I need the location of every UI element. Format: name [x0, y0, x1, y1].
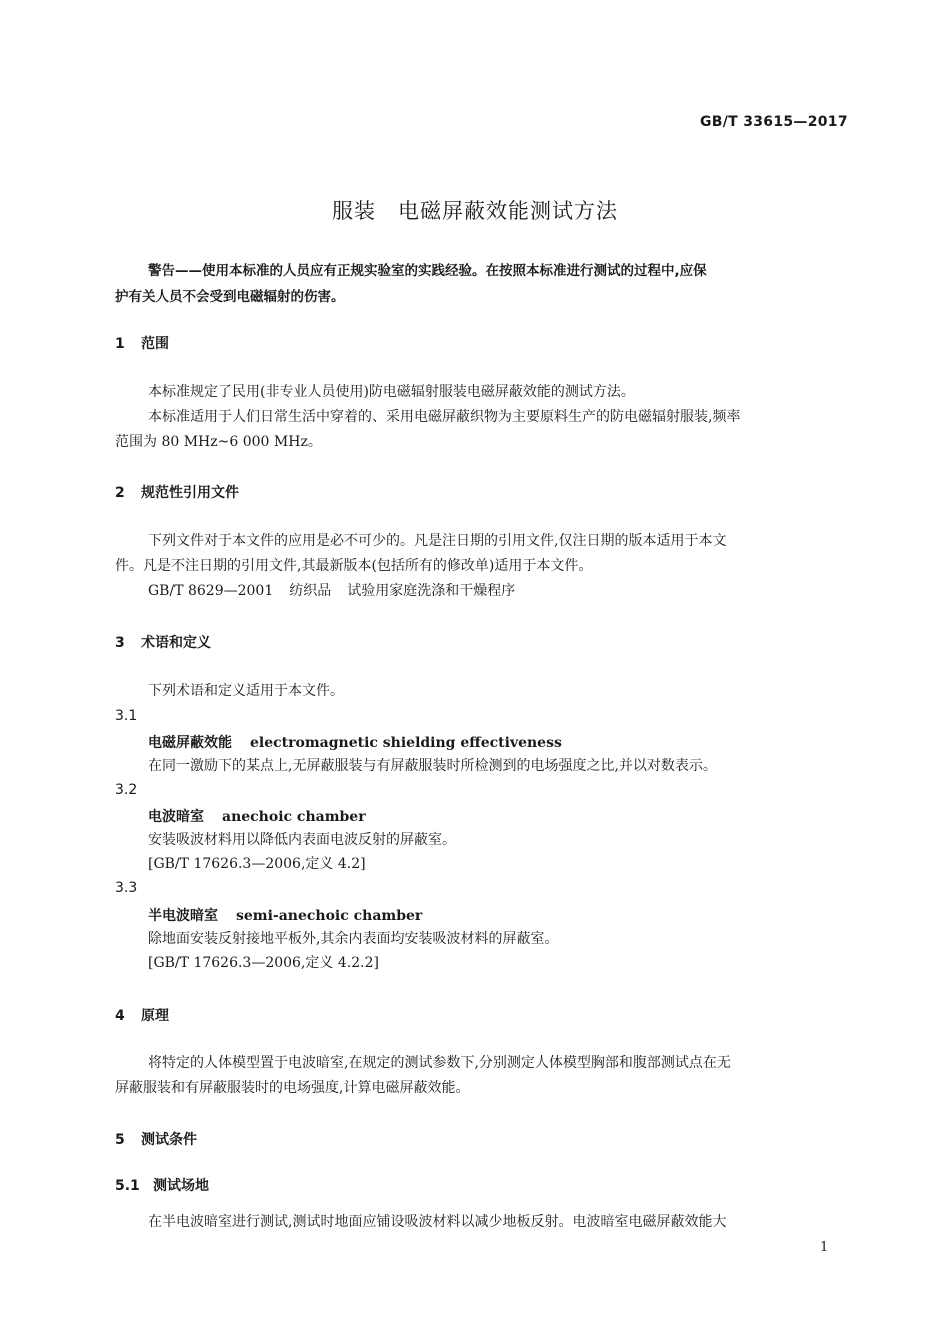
term-3-2-name	[148, 806, 366, 826]
reference-code: GB/T 8629—2001	[148, 583, 274, 599]
term-3-2-number: 3.2	[115, 782, 138, 798]
term-3-3-definition: 除地面安装反射接地平板外,其余内表面均安装吸波材料的屏蔽室。	[148, 931, 559, 947]
warning-line-2: 护有关人员不会受到电磁辐射的伤害。	[115, 289, 345, 305]
section-title: 范围	[141, 336, 169, 352]
term-3-3-number: 3.3	[115, 880, 138, 896]
reference-title-1: 纺织品	[289, 583, 332, 599]
term-cn: 半电波暗室	[148, 908, 218, 924]
s4-paragraph-line-2: 屏蔽服装和有屏蔽服装时的电场强度,计算电磁屏蔽效能。	[115, 1080, 470, 1096]
section-4-heading	[115, 1005, 169, 1025]
term-3-1-definition: 在同一激励下的某点上,无屏蔽服装与有屏蔽服装时所检测到的电场强度之比,并以对数表示。	[148, 758, 717, 774]
section-1-heading	[115, 333, 169, 353]
section-title: 原理	[141, 1008, 169, 1024]
section-title: 术语和定义	[141, 635, 211, 651]
s3-intro: 下列术语和定义适用于本文件。	[148, 683, 344, 699]
section-5-heading	[115, 1129, 197, 1149]
section-title: 测试条件	[141, 1132, 197, 1148]
section-number: 4	[115, 1008, 125, 1024]
term-3-2-definition: 安装吸波材料用以降低内表面电波反射的屏蔽室。	[148, 832, 456, 848]
section-3-heading	[115, 632, 211, 652]
standard-code: GB/T 33615—2017	[700, 114, 848, 130]
term-3-1-name	[148, 732, 562, 752]
s5-paragraph-line-1: 在半电波暗室进行测试,测试时地面应铺设吸波材料以减少地板反射。电波暗室电磁屏蔽效能大	[148, 1214, 727, 1230]
reference-title-2: 试验用家庭洗涤和干燥程序	[347, 583, 516, 599]
section-number: 2	[115, 485, 125, 501]
document-title	[0, 195, 950, 225]
title-part-2: 电磁屏蔽效能测试方法	[398, 199, 618, 223]
section-number: 1	[115, 336, 125, 352]
term-3-3-name	[148, 905, 422, 925]
term-3-1-number: 3.1	[115, 708, 138, 724]
term-cn: 电波暗室	[148, 809, 204, 825]
normative-reference	[148, 578, 515, 604]
subsection-title: 测试场地	[153, 1178, 209, 1194]
term-3-3-source: [GB/T 17626.3—2006,定义 4.2.2]	[148, 955, 379, 971]
s2-paragraph-line-1: 下列文件对于本文件的应用是必不可少的。凡是注日期的引用文件,仅注日期的版本适用于本文	[148, 533, 727, 549]
term-en: anechoic chamber	[222, 809, 366, 825]
term-cn: 电磁屏蔽效能	[148, 735, 232, 751]
section-number: 3	[115, 635, 125, 651]
page-number: 1	[820, 1240, 829, 1255]
section-number: 5	[115, 1132, 125, 1148]
term-en: electromagnetic shielding effectiveness	[250, 735, 562, 751]
section-title: 规范性引用文件	[141, 485, 239, 501]
warning-line-1: 警告——使用本标准的人员应有正规实验室的实践经验。在按照本标准进行测试的过程中,应保	[148, 263, 707, 279]
subsection-number: 5.1	[115, 1178, 140, 1194]
subsection-5-1-heading	[115, 1175, 209, 1195]
term-en: semi-anechoic chamber	[236, 908, 423, 924]
title-part-1: 服装	[332, 199, 376, 223]
s1-paragraph-2-line-1: 本标准适用于人们日常生活中穿着的、采用电磁屏蔽织物为主要原料生产的防电磁辐射服装,频率	[148, 409, 741, 425]
s4-paragraph-line-1: 将特定的人体模型置于电波暗室,在规定的测试参数下,分别测定人体模型胸部和腹部测试点在无	[148, 1055, 731, 1071]
s2-paragraph-line-2: 件。凡是不注日期的引用文件,其最新版本(包括所有的修改单)适用于本文件。	[115, 558, 593, 574]
section-2-heading	[115, 482, 239, 502]
term-3-2-source: [GB/T 17626.3—2006,定义 4.2]	[148, 856, 366, 872]
s1-paragraph-1: 本标准规定了民用(非专业人员使用)防电磁辐射服装电磁屏蔽效能的测试方法。	[148, 384, 635, 400]
s1-paragraph-2-line-2: 范围为 80 MHz~6 000 MHz。	[115, 434, 322, 450]
